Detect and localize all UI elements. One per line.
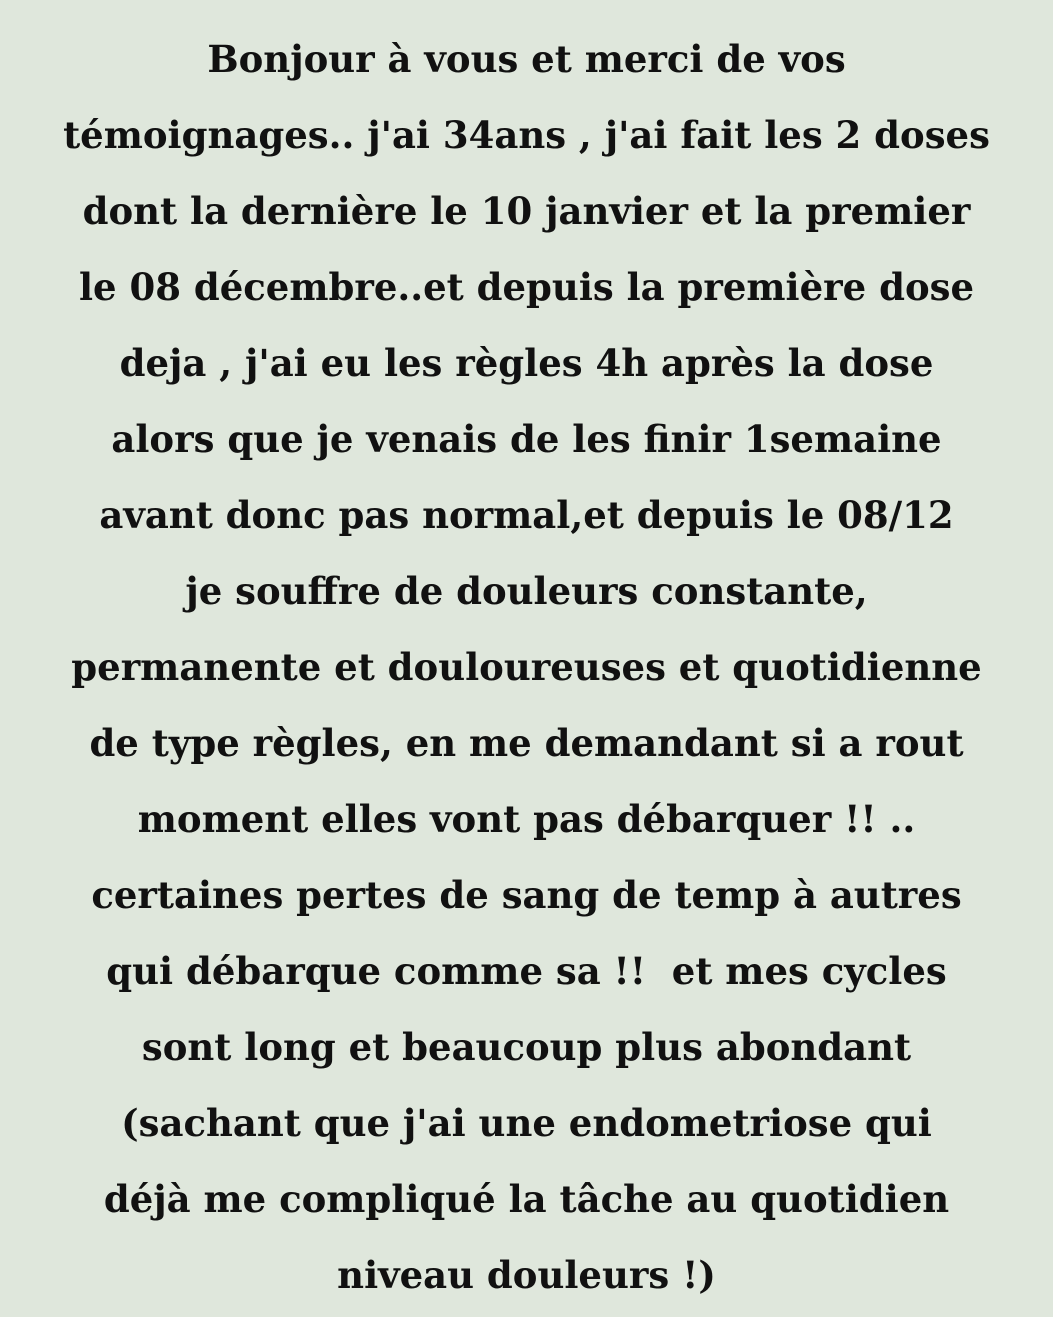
message-line: de type règles, en me demandant si a rout: [89, 721, 964, 765]
message-line: moment elles vont pas débarquer !! ..: [137, 797, 916, 841]
message-line: Bonjour à vous et merci de vos: [207, 37, 846, 81]
message-line: certaines pertes de sang de temp à autres: [91, 873, 962, 917]
message-line: permanente et douloureuses et quotidienne: [71, 645, 982, 689]
message-line: je souffre de douleurs constante,: [185, 569, 868, 613]
message-line: sont long et beaucoup plus abondant: [141, 1025, 912, 1069]
message-line: avant donc pas normal,et depuis le 08/12: [99, 493, 954, 537]
message-line: (sachant que j'ai une endometriose qui: [121, 1101, 932, 1145]
message-line: déjà me compliqué la tâche au quotidien: [103, 1177, 950, 1221]
message-line: niveau douleurs !): [337, 1253, 716, 1297]
message-text: [0, 21, 1053, 1313]
message-line: dont la dernière le 10 janvier et la premier: [82, 189, 971, 233]
message-line: qui débarque comme sa !! et mes cycles: [106, 949, 947, 993]
message-line: le 08 décembre..et depuis la première dose: [78, 265, 974, 309]
message-line: alors que je venais de les finir 1semaine: [111, 417, 942, 461]
message-line: deja , j'ai eu les règles 4h après la dose: [119, 341, 934, 385]
message-line: témoignages.. j'ai 34ans , j'ai fait les 2 doses: [63, 113, 990, 157]
